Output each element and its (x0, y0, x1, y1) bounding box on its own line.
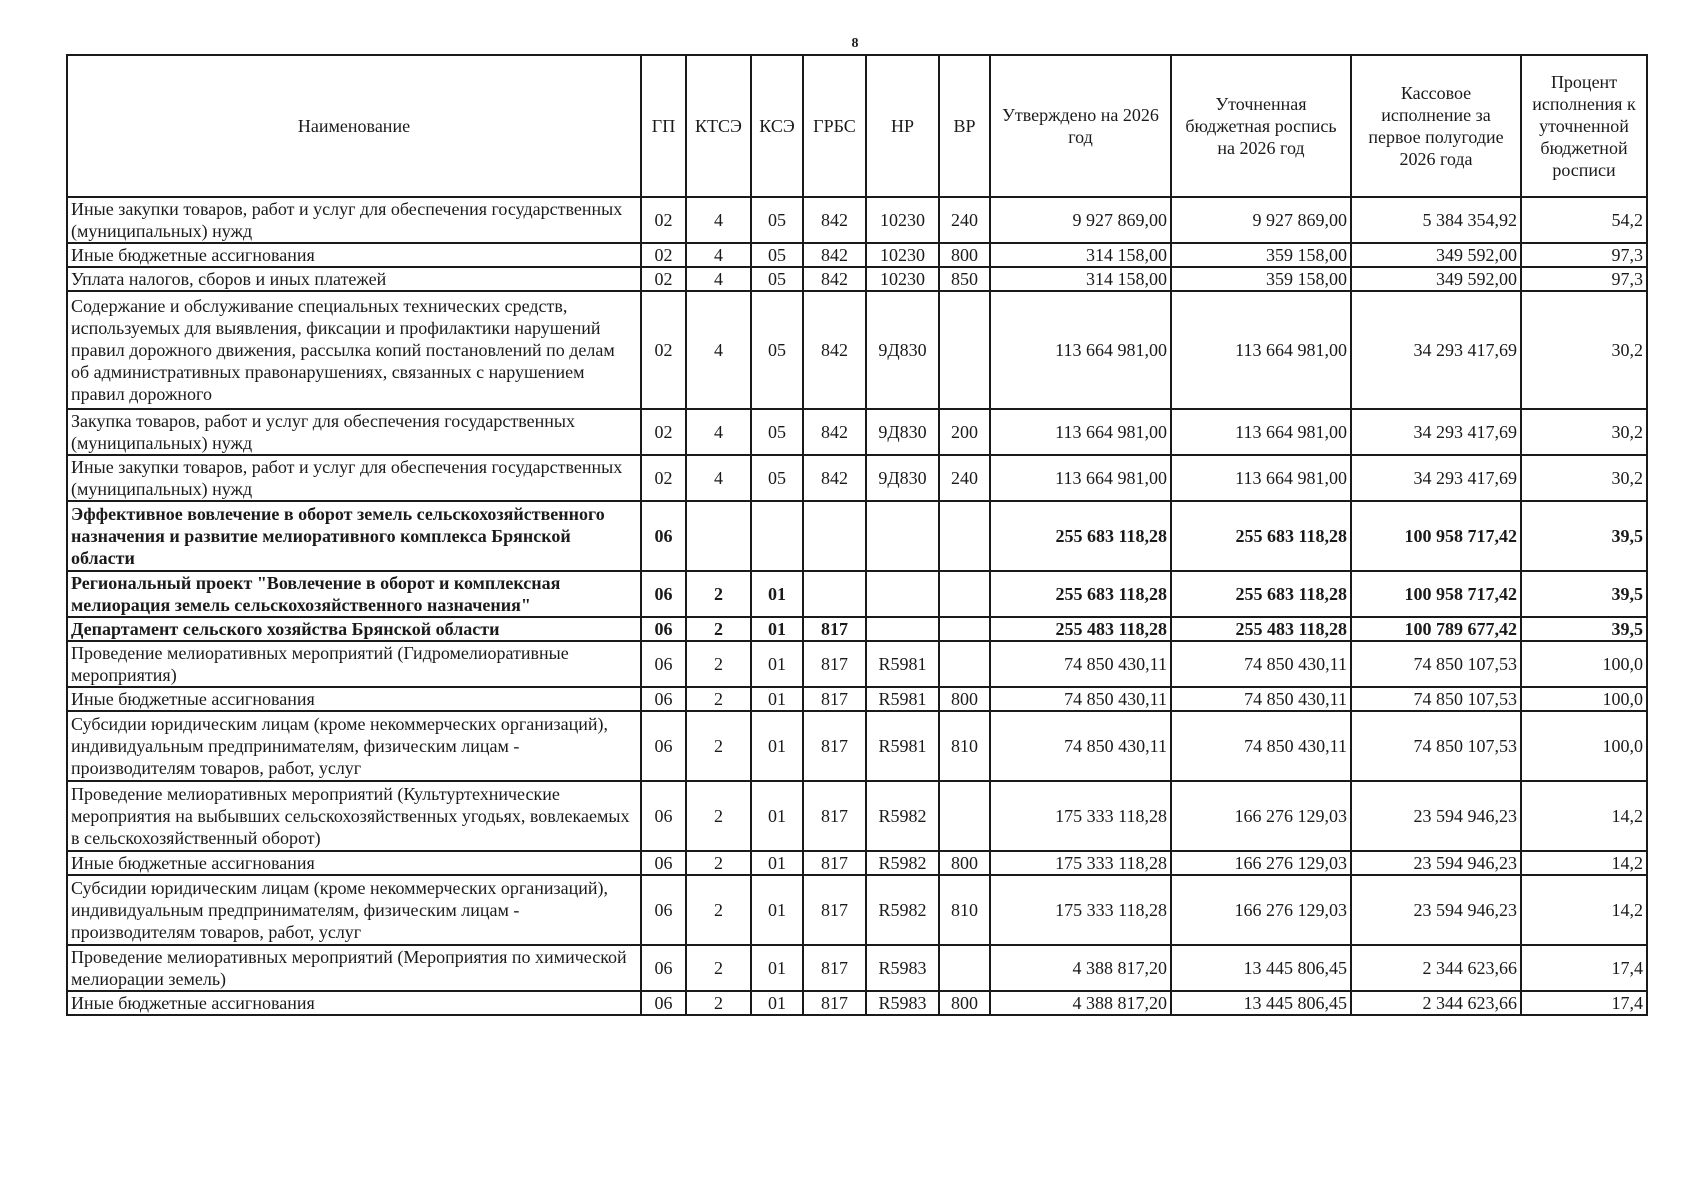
cell-refined: 359 158,00 (1171, 267, 1351, 291)
cell-gp: 06 (641, 875, 686, 945)
cell-kse: 05 (751, 197, 803, 243)
cell-nr: 9Д830 (866, 409, 939, 455)
cell-cash: 23 594 946,23 (1351, 875, 1521, 945)
cell-refined: 113 664 981,00 (1171, 291, 1351, 409)
cell-ktse: 2 (686, 641, 751, 687)
cell-gp: 06 (641, 945, 686, 991)
cell-grbs: 817 (803, 875, 866, 945)
cell-percent: 100,0 (1521, 711, 1647, 781)
cell-gp: 06 (641, 851, 686, 875)
cell-gp: 06 (641, 501, 686, 571)
cell-approved: 113 664 981,00 (990, 409, 1171, 455)
cell-nr: 10230 (866, 243, 939, 267)
table-row (67, 851, 1647, 875)
cell-refined: 166 276 129,03 (1171, 851, 1351, 875)
header-kse: КСЭ (751, 55, 803, 197)
cell-percent: 14,2 (1521, 781, 1647, 851)
cell-ktse: 2 (686, 991, 751, 1015)
cell-percent: 100,0 (1521, 687, 1647, 711)
cell-refined: 74 850 430,11 (1171, 641, 1351, 687)
cell-kse: 01 (751, 945, 803, 991)
cell-vr: 200 (939, 409, 990, 455)
cell-kse: 01 (751, 641, 803, 687)
table-header-row (67, 55, 1647, 197)
cell-ktse: 4 (686, 455, 751, 501)
table-body (67, 197, 1647, 1015)
cell-gp: 06 (641, 991, 686, 1015)
cell-ktse: 2 (686, 875, 751, 945)
cell-percent: 100,0 (1521, 641, 1647, 687)
cell-grbs (803, 501, 866, 571)
table-row (67, 687, 1647, 711)
table-row (67, 267, 1647, 291)
cell-vr: 800 (939, 991, 990, 1015)
cell-cash: 349 592,00 (1351, 267, 1521, 291)
cell-kse: 05 (751, 291, 803, 409)
cell-approved: 74 850 430,11 (990, 687, 1171, 711)
cell-vr (939, 641, 990, 687)
header-name: Наименование (67, 55, 641, 197)
cell-refined: 166 276 129,03 (1171, 875, 1351, 945)
table-row (67, 243, 1647, 267)
cell-vr (939, 781, 990, 851)
cell-grbs: 842 (803, 267, 866, 291)
cell-ktse: 4 (686, 267, 751, 291)
cell-refined: 113 664 981,00 (1171, 455, 1351, 501)
table-row (67, 617, 1647, 641)
cell-approved: 175 333 118,28 (990, 851, 1171, 875)
cell-grbs (803, 571, 866, 617)
cell-gp: 06 (641, 781, 686, 851)
table-row (67, 875, 1647, 945)
cell-name: Закупка товаров, работ и услуг для обеспечения государственных (муниципальных) нужд (67, 409, 641, 455)
cell-name: Уплата налогов, сборов и иных платежей (67, 267, 641, 291)
cell-cash: 74 850 107,53 (1351, 711, 1521, 781)
cell-percent: 30,2 (1521, 455, 1647, 501)
cell-nr: 9Д830 (866, 455, 939, 501)
cell-grbs: 817 (803, 687, 866, 711)
header-ktse: КТСЭ (686, 55, 751, 197)
cell-vr: 800 (939, 243, 990, 267)
cell-cash: 2 344 623,66 (1351, 991, 1521, 1015)
cell-gp: 02 (641, 291, 686, 409)
cell-cash: 349 592,00 (1351, 243, 1521, 267)
cell-gp: 02 (641, 197, 686, 243)
cell-approved: 9 927 869,00 (990, 197, 1171, 243)
cell-ktse: 2 (686, 945, 751, 991)
cell-vr: 850 (939, 267, 990, 291)
cell-approved: 74 850 430,11 (990, 641, 1171, 687)
cell-name: Проведение мелиоративных мероприятий (Гидромелиоративные мероприятия) (67, 641, 641, 687)
cell-kse: 05 (751, 267, 803, 291)
cell-cash: 100 789 677,42 (1351, 617, 1521, 641)
cell-nr: R5981 (866, 711, 939, 781)
table-row (67, 991, 1647, 1015)
cell-cash: 100 958 717,42 (1351, 571, 1521, 617)
cell-name: Иные бюджетные ассигнования (67, 851, 641, 875)
cell-ktse: 2 (686, 687, 751, 711)
cell-grbs: 842 (803, 291, 866, 409)
cell-refined: 113 664 981,00 (1171, 409, 1351, 455)
cell-name: Иные бюджетные ассигнования (67, 243, 641, 267)
cell-ktse: 2 (686, 571, 751, 617)
cell-name: Проведение мелиоративных мероприятий (Культуртехнические мероприятия на выбывших сельскохозяйственных угодьях, вовлекаемых в сельскохозяйственный оборот) (67, 781, 641, 851)
cell-cash: 34 293 417,69 (1351, 455, 1521, 501)
cell-ktse: 4 (686, 409, 751, 455)
cell-approved: 255 683 118,28 (990, 571, 1171, 617)
cell-refined: 13 445 806,45 (1171, 945, 1351, 991)
cell-percent: 39,5 (1521, 571, 1647, 617)
cell-kse: 05 (751, 409, 803, 455)
cell-percent: 30,2 (1521, 291, 1647, 409)
cell-kse: 01 (751, 781, 803, 851)
cell-ktse: 2 (686, 851, 751, 875)
cell-grbs: 817 (803, 617, 866, 641)
cell-nr: R5981 (866, 641, 939, 687)
cell-percent: 17,4 (1521, 945, 1647, 991)
cell-approved: 175 333 118,28 (990, 781, 1171, 851)
cell-kse: 01 (751, 571, 803, 617)
cell-nr: R5982 (866, 781, 939, 851)
table-row (67, 711, 1647, 781)
cell-gp: 06 (641, 687, 686, 711)
cell-ktse: 2 (686, 617, 751, 641)
cell-gp: 02 (641, 243, 686, 267)
header-vr: ВР (939, 55, 990, 197)
cell-cash: 5 384 354,92 (1351, 197, 1521, 243)
header-grbs: ГРБС (803, 55, 866, 197)
cell-percent: 30,2 (1521, 409, 1647, 455)
cell-percent: 97,3 (1521, 267, 1647, 291)
cell-grbs: 842 (803, 409, 866, 455)
cell-grbs: 817 (803, 711, 866, 781)
header-approved: Утверждено на 2026 год (990, 55, 1171, 197)
cell-name: Эффективное вовлечение в оборот земель сельскохозяйственного назначения и развитие мелиоративного комплекса Брянской области (67, 501, 641, 571)
cell-gp: 06 (641, 571, 686, 617)
cell-ktse: 4 (686, 243, 751, 267)
cell-vr (939, 501, 990, 571)
cell-gp: 06 (641, 711, 686, 781)
cell-name: Иные бюджетные ассигнования (67, 991, 641, 1015)
cell-kse: 01 (751, 851, 803, 875)
cell-percent: 14,2 (1521, 851, 1647, 875)
cell-grbs: 817 (803, 641, 866, 687)
cell-refined: 13 445 806,45 (1171, 991, 1351, 1015)
cell-kse: 05 (751, 243, 803, 267)
header-percent: Процент исполнения к уточненной бюджетной росписи (1521, 55, 1647, 197)
cell-grbs: 817 (803, 851, 866, 875)
cell-approved: 4 388 817,20 (990, 991, 1171, 1015)
cell-nr: 10230 (866, 267, 939, 291)
cell-refined: 255 683 118,28 (1171, 571, 1351, 617)
cell-name: Департамент сельского хозяйства Брянской области (67, 617, 641, 641)
table-row (67, 571, 1647, 617)
cell-gp: 06 (641, 617, 686, 641)
cell-name: Содержание и обслуживание специальных технических средств, используемых для выявления, фиксации и профилактики нарушений правил дорожного движения, рассылка копий постановлений по делам об административных правонарушениях, связанных с нарушением правил дорожного (67, 291, 641, 409)
cell-name: Субсидии юридическим лицам (кроме некоммерческих организаций), индивидуальным предпринимателям, физическим лицам - производителям товаров, работ, услуг (67, 875, 641, 945)
cell-gp: 02 (641, 409, 686, 455)
cell-nr: R5981 (866, 687, 939, 711)
cell-kse: 01 (751, 687, 803, 711)
cell-approved: 113 664 981,00 (990, 455, 1171, 501)
cell-vr (939, 291, 990, 409)
table-row (67, 197, 1647, 243)
cell-gp: 02 (641, 455, 686, 501)
cell-grbs: 817 (803, 991, 866, 1015)
cell-kse: 05 (751, 455, 803, 501)
table-row (67, 409, 1647, 455)
table-row (67, 291, 1647, 409)
cell-cash: 23 594 946,23 (1351, 851, 1521, 875)
cell-vr (939, 945, 990, 991)
cell-vr: 800 (939, 851, 990, 875)
cell-percent: 39,5 (1521, 617, 1647, 641)
cell-vr: 800 (939, 687, 990, 711)
cell-approved: 255 683 118,28 (990, 501, 1171, 571)
cell-refined: 255 483 118,28 (1171, 617, 1351, 641)
cell-grbs: 842 (803, 243, 866, 267)
cell-percent: 54,2 (1521, 197, 1647, 243)
cell-cash: 34 293 417,69 (1351, 291, 1521, 409)
header-gp: ГП (641, 55, 686, 197)
cell-grbs: 842 (803, 197, 866, 243)
cell-vr (939, 617, 990, 641)
cell-percent: 39,5 (1521, 501, 1647, 571)
cell-approved: 255 483 118,28 (990, 617, 1171, 641)
cell-percent: 17,4 (1521, 991, 1647, 1015)
cell-vr: 240 (939, 197, 990, 243)
budget-table (66, 54, 1648, 1016)
cell-nr: 10230 (866, 197, 939, 243)
cell-refined: 9 927 869,00 (1171, 197, 1351, 243)
cell-kse: 01 (751, 617, 803, 641)
cell-grbs: 842 (803, 455, 866, 501)
cell-refined: 255 683 118,28 (1171, 501, 1351, 571)
cell-kse: 01 (751, 711, 803, 781)
cell-cash: 74 850 107,53 (1351, 687, 1521, 711)
page-number: 8 (851, 36, 859, 51)
cell-nr (866, 571, 939, 617)
cell-cash: 23 594 946,23 (1351, 781, 1521, 851)
cell-cash: 100 958 717,42 (1351, 501, 1521, 571)
cell-ktse: 4 (686, 291, 751, 409)
cell-ktse: 2 (686, 781, 751, 851)
cell-refined: 166 276 129,03 (1171, 781, 1351, 851)
cell-name: Иные закупки товаров, работ и услуг для обеспечения государственных (муниципальных) нужд (67, 197, 641, 243)
cell-ktse (686, 501, 751, 571)
cell-kse (751, 501, 803, 571)
header-nr: НР (866, 55, 939, 197)
cell-name: Иные бюджетные ассигнования (67, 687, 641, 711)
cell-refined: 74 850 430,11 (1171, 711, 1351, 781)
cell-gp: 02 (641, 267, 686, 291)
cell-vr: 240 (939, 455, 990, 501)
cell-cash: 74 850 107,53 (1351, 641, 1521, 687)
cell-refined: 74 850 430,11 (1171, 687, 1351, 711)
cell-nr: 9Д830 (866, 291, 939, 409)
table-row (67, 641, 1647, 687)
cell-nr: R5983 (866, 945, 939, 991)
cell-nr: R5982 (866, 875, 939, 945)
cell-vr: 810 (939, 875, 990, 945)
cell-percent: 97,3 (1521, 243, 1647, 267)
cell-approved: 113 664 981,00 (990, 291, 1171, 409)
cell-nr (866, 501, 939, 571)
cell-cash: 2 344 623,66 (1351, 945, 1521, 991)
cell-kse: 01 (751, 875, 803, 945)
cell-cash: 34 293 417,69 (1351, 409, 1521, 455)
cell-name: Проведение мелиоративных мероприятий (Мероприятия по химической мелиорации земель) (67, 945, 641, 991)
cell-ktse: 2 (686, 711, 751, 781)
cell-refined: 359 158,00 (1171, 243, 1351, 267)
cell-grbs: 817 (803, 945, 866, 991)
cell-approved: 175 333 118,28 (990, 875, 1171, 945)
cell-nr (866, 617, 939, 641)
header-cash: Кассовое исполнение за первое полугодие 2026 года (1351, 55, 1521, 197)
cell-vr (939, 571, 990, 617)
cell-nr: R5983 (866, 991, 939, 1015)
cell-kse: 01 (751, 991, 803, 1015)
cell-grbs: 817 (803, 781, 866, 851)
table-row (67, 455, 1647, 501)
header-refined: Уточненная бюджетная роспись на 2026 год (1171, 55, 1351, 197)
cell-gp: 06 (641, 641, 686, 687)
cell-approved: 314 158,00 (990, 243, 1171, 267)
cell-name: Иные закупки товаров, работ и услуг для обеспечения государственных (муниципальных) нужд (67, 455, 641, 501)
cell-ktse: 4 (686, 197, 751, 243)
cell-approved: 4 388 817,20 (990, 945, 1171, 991)
table-row (67, 501, 1647, 571)
table-row (67, 781, 1647, 851)
cell-approved: 314 158,00 (990, 267, 1171, 291)
cell-name: Региональный проект "Вовлечение в оборот и комплексная мелиорация земель сельскохозяйственного назначения" (67, 571, 641, 617)
cell-percent: 14,2 (1521, 875, 1647, 945)
table-row (67, 945, 1647, 991)
cell-name: Субсидии юридическим лицам (кроме некоммерческих организаций), индивидуальным предпринимателям, физическим лицам - производителям товаров, работ, услуг (67, 711, 641, 781)
cell-nr: R5982 (866, 851, 939, 875)
cell-approved: 74 850 430,11 (990, 711, 1171, 781)
cell-vr: 810 (939, 711, 990, 781)
